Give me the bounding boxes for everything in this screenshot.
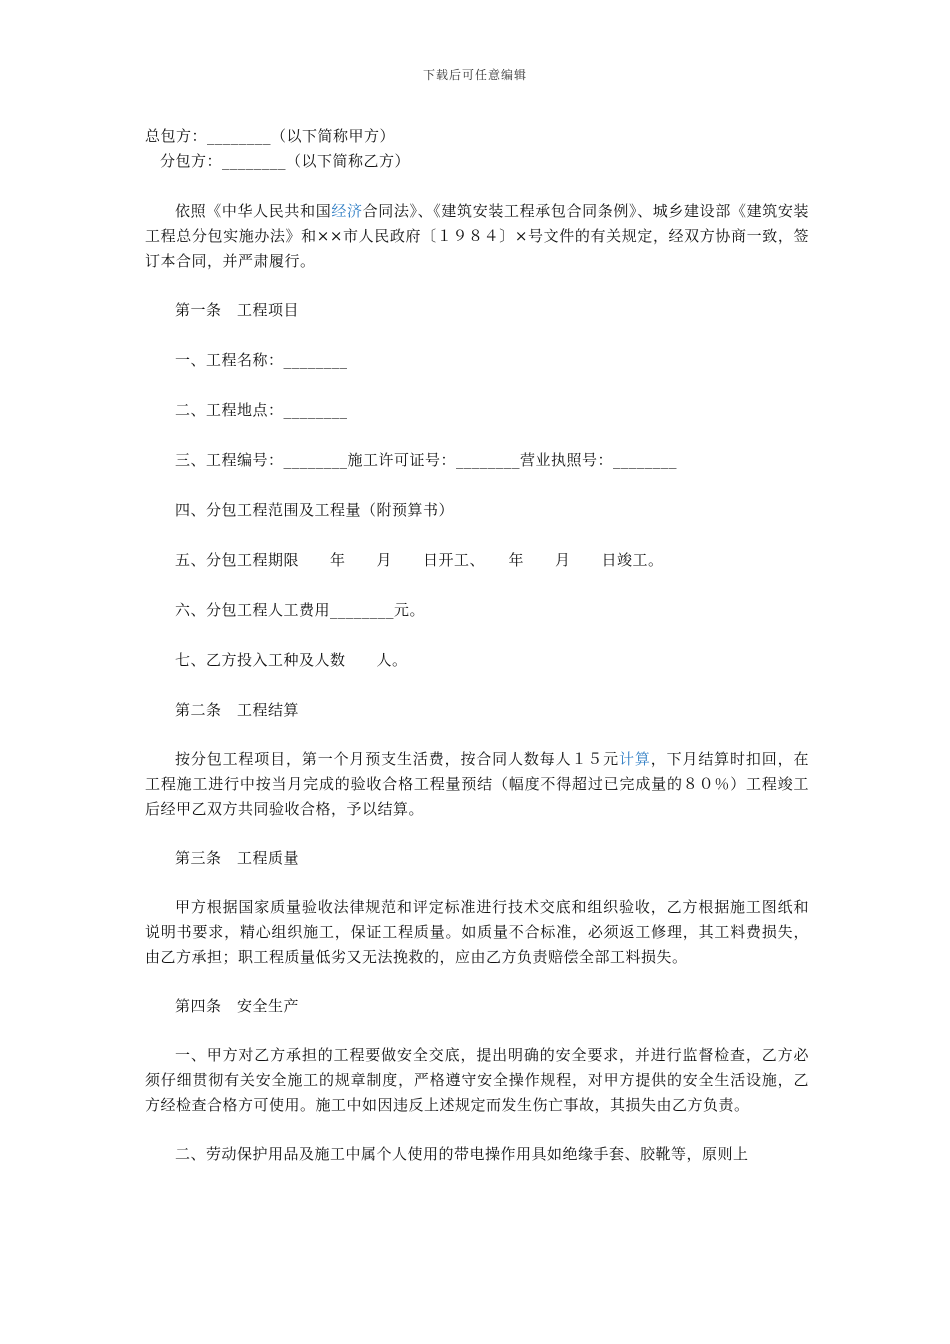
page-header: 下载后可任意编辑 — [422, 68, 527, 82]
article-1-item: 六、分包工程人工费用________元。 — [175, 601, 426, 619]
article-1-title: 第一条 工程项目 — [175, 301, 300, 319]
subcontractor-line: 分包方：________（以下简称乙方） — [160, 152, 411, 170]
intro-paragraph — [145, 199, 809, 274]
calculate-link[interactable]: 计算 — [619, 750, 651, 768]
intro-text-2: 合同法》、《建筑安装工程承包合同条例》、城乡建设部《建筑安装工程总分包实施办法》和××市人民政府〔１９８４〕×号文件的有关规定，经双方协商一致，签订本合同，并严肃履行。 — [145, 202, 809, 270]
article-2-text-1: 按分包工程项目，第一个月预支生活费，按合同人数每人１５元 — [175, 750, 620, 768]
economy-link[interactable]: 经济 — [331, 202, 363, 220]
article-4-para-1: 一、甲方对乙方承担的工程要做安全交底，提出明确的安全要求，并进行监督检查，乙方必须仔细贯彻有关安全施工的规章制度，严格遵守安全操作规程，对甲方提供的安全生活设施，乙方经检查合格方可使用。施工中如因违反上述规定而发生伤亡事故，其损失由乙方负责。 — [145, 1046, 809, 1114]
article-2-body — [145, 747, 809, 822]
article-1-item: 三、工程编号：________施工许可证号：________营业执照号：________ — [175, 451, 678, 469]
article-3-title: 第三条 工程质量 — [175, 849, 300, 867]
article-1-item: 一、工程名称：________ — [175, 351, 348, 369]
general-contractor-line: 总包方：________（以下简称甲方） — [145, 127, 396, 145]
intro-text-1: 依照《中华人民共和国 — [175, 202, 332, 220]
article-4-para-2: 二、劳动保护用品及施工中属个人使用的带电操作用具如绝缘手套、胶靴等，原则上 — [175, 1145, 749, 1163]
article-1-item: 五、分包工程期限 年 月 日开工、 年 月 日竣工。 — [175, 551, 664, 569]
article-1-item: 七、乙方投入工种及人数 人。 — [175, 651, 408, 669]
article-2-text-2: ，下月结算时扣回，在工程施工进行中按当月完成的验收合格工程量预结（幅度不得超过已完成量的８０％）工程竣工后经甲乙双方共同验收合格，予以结算。 — [145, 750, 809, 818]
article-4-title: 第四条 安全生产 — [175, 997, 300, 1015]
article-1-item: 二、工程地点：________ — [175, 401, 348, 419]
contract-document — [145, 124, 809, 1167]
article-1-item: 四、分包工程范围及工程量（附预算书） — [175, 501, 455, 519]
article-3-body: 甲方根据国家质量验收法律规范和评定标准进行技术交底和组织验收，乙方根据施工图纸和说明书要求，精心组织施工，保证工程质量。如质量不合标准，必须返工修理，其工料费损失，由乙方承担；职工程质量低劣又无法挽救的，应由乙方负责赔偿全部工料损失。 — [145, 898, 809, 966]
article-2-title: 第二条 工程结算 — [175, 701, 300, 719]
